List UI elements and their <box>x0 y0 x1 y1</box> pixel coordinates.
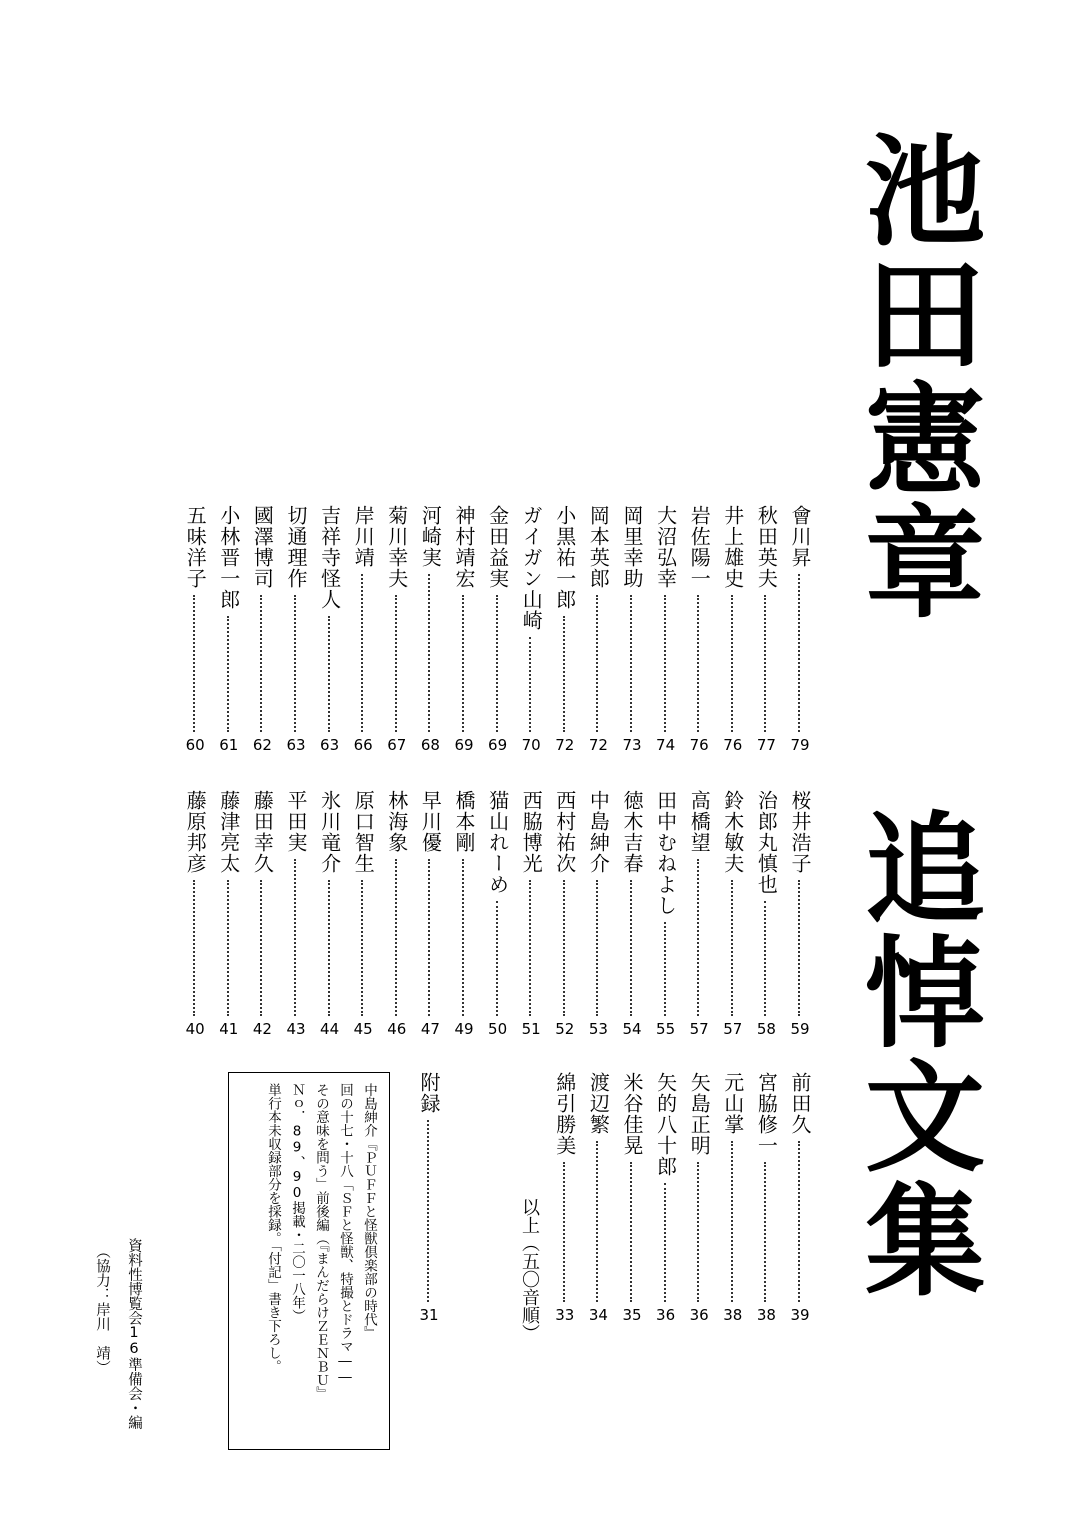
leader-dots <box>664 595 666 732</box>
toc-entry-name: 早川優 <box>418 790 443 853</box>
leader-dots <box>462 859 464 1016</box>
toc-entry <box>548 505 582 758</box>
editor-line: 資料性博覧会16準備会・編 <box>126 1238 142 1430</box>
toc-entry-page: 72 <box>588 736 608 754</box>
leader-dots <box>731 595 733 732</box>
leader-dots <box>328 880 330 1016</box>
toc-entry-page: 43 <box>286 1020 306 1038</box>
toc-entry-name: 切通理作 <box>284 505 308 589</box>
toc-entry-name: 岸川靖 <box>351 505 376 568</box>
toc-entry <box>212 790 246 1042</box>
leader-dots <box>496 595 498 732</box>
toc-entry-page: 46 <box>387 1020 407 1038</box>
leader-dots <box>563 1162 565 1302</box>
toc-entry-name: 大沼弘幸 <box>653 505 678 589</box>
toc-entry-page: 72 <box>555 736 575 754</box>
leader-dots <box>428 574 430 732</box>
title-line-1: 池田憲章 <box>845 128 986 624</box>
toc-entry <box>481 505 515 758</box>
toc-entry-page: 76 <box>689 736 709 754</box>
leader-dots <box>227 880 229 1016</box>
leader-dots <box>395 859 397 1016</box>
toc-entry-name: 中島紳介 <box>586 790 611 874</box>
toc-entry <box>245 790 279 1042</box>
toc-entry-name: 高橋望 <box>687 790 712 853</box>
toc-entry <box>514 505 548 758</box>
toc-entry <box>548 790 582 1042</box>
toc-entry-name: 神村靖宏 <box>452 505 476 589</box>
toc-entry-page: 73 <box>622 736 642 754</box>
source-note-line: 単行本未収録部分を採録。「付記」書き下ろし。 <box>265 1083 281 1374</box>
toc-entry-page: 69 <box>454 736 474 754</box>
toc-entry <box>581 1072 615 1328</box>
toc-entry-page: 47 <box>420 1020 440 1038</box>
toc-entry-page: 57 <box>689 1020 709 1038</box>
toc-entry-page: 69 <box>488 736 508 754</box>
toc-entry <box>178 505 212 758</box>
toc-entry-name: 平田実 <box>284 790 308 853</box>
title-line-2: 追悼文集 <box>845 806 986 1302</box>
toc-entry-name: 小黒祐一郎 <box>552 505 577 610</box>
toc-entry-page: 67 <box>387 736 407 754</box>
toc-entry-page: 40 <box>185 1020 205 1038</box>
leader-dots <box>294 859 296 1016</box>
editor-cooperation: （協力：岸川 靖） <box>94 1244 110 1375</box>
source-note-line: 中島紳介『ＰＵＦＦと怪獣倶楽部の時代』 <box>361 1083 377 1340</box>
leader-dots <box>462 595 464 732</box>
toc-entry-page: 53 <box>588 1020 608 1038</box>
toc-entry-page: 52 <box>555 1020 575 1038</box>
toc-entry-name: ガイガン山崎 <box>519 505 544 631</box>
toc-entry <box>245 505 279 758</box>
toc-entry <box>447 790 481 1042</box>
leader-dots <box>427 1120 429 1302</box>
editor-credit <box>86 1238 150 1430</box>
toc-entry-name: 吉祥寺怪人 <box>317 505 342 610</box>
toc-entry-page: 77 <box>756 736 776 754</box>
leader-dots <box>260 880 262 1016</box>
leader-dots <box>697 595 699 732</box>
toc-entry-page: 63 <box>320 736 340 754</box>
toc-entry-name: 田中むねよし <box>653 790 678 916</box>
source-note-line: その意味を問う」前後編（『まんだらけＺＥＮＢＵ』 <box>313 1083 329 1401</box>
leader-dots <box>361 574 363 732</box>
toc-entry <box>716 1072 750 1328</box>
toc-entry-name: 秋田英夫 <box>754 505 779 589</box>
toc-entry <box>783 505 817 758</box>
leader-dots <box>630 880 632 1016</box>
toc-entry-name: 岡本英郎 <box>586 505 611 589</box>
toc-entry-page: 74 <box>656 736 676 754</box>
leader-dots <box>630 595 632 732</box>
toc-entry-page: 36 <box>689 1306 709 1324</box>
source-note-text <box>261 1083 381 1400</box>
toc-entry-page: 36 <box>656 1306 676 1324</box>
toc-entry <box>313 790 347 1042</box>
leader-dots <box>227 616 229 732</box>
toc-entry-page: 54 <box>622 1020 642 1038</box>
toc-entry-page: 35 <box>622 1306 642 1324</box>
toc-entry-name: 氷川竜介 <box>317 790 342 874</box>
toc-entry <box>749 505 783 758</box>
toc-entry <box>783 790 817 1042</box>
toc-entry-name: 矢的八十郎 <box>653 1072 678 1177</box>
leader-dots <box>764 1162 766 1302</box>
toc-entry-name: 林海象 <box>384 790 409 853</box>
toc-entry <box>716 790 750 1042</box>
toc-entry <box>380 790 414 1042</box>
leader-dots <box>395 595 397 732</box>
toc-entry-name: 金田益実 <box>485 505 510 589</box>
toc-entry-name: 猫山れーめ <box>485 790 510 895</box>
leader-dots <box>596 1141 598 1302</box>
toc-entry <box>481 790 515 1042</box>
toc-entry-name: 前田久 <box>788 1072 812 1135</box>
leader-dots <box>563 616 565 732</box>
toc-entry-name: 治郎丸慎也 <box>754 790 779 895</box>
book-title <box>840 128 990 1302</box>
toc-entry-name: 西脇博光 <box>519 790 544 874</box>
toc-entry <box>581 505 615 758</box>
toc-entry-page: 31 <box>419 1306 439 1324</box>
toc-entry <box>279 505 313 758</box>
toc-entry-name: 矢島正明 <box>687 1072 712 1156</box>
toc-entry <box>716 505 750 758</box>
toc-entry-page: 79 <box>790 736 810 754</box>
toc-entry <box>279 790 313 1042</box>
leader-dots <box>496 901 498 1016</box>
leader-dots <box>697 859 699 1016</box>
toc-entry-name: 河崎実 <box>418 505 443 568</box>
order-note: 以上（五〇音順） <box>519 1198 540 1342</box>
toc-entry-page: 61 <box>219 736 239 754</box>
toc-entry-name: 鈴木敏夫 <box>720 790 745 874</box>
toc-entry <box>615 505 649 758</box>
toc-entry <box>212 505 246 758</box>
toc-entry-page: 44 <box>320 1020 340 1038</box>
leader-dots <box>193 595 195 732</box>
leader-dots <box>731 880 733 1016</box>
leader-dots <box>529 880 531 1016</box>
toc-entry <box>346 790 380 1042</box>
toc-entry-name: 藤原邦彦 <box>183 790 208 874</box>
toc-entry <box>649 1072 683 1328</box>
toc-entry-appendix <box>412 1072 446 1328</box>
leader-dots <box>294 595 296 732</box>
toc-entry <box>749 790 783 1042</box>
toc-entry <box>380 505 414 758</box>
toc-entry-page: 57 <box>723 1020 743 1038</box>
toc-entry <box>548 1072 582 1328</box>
toc-entry-page: 55 <box>656 1020 676 1038</box>
toc-entry-page: 33 <box>555 1306 575 1324</box>
toc-entry <box>447 505 481 758</box>
toc-entry-page: 41 <box>219 1020 239 1038</box>
toc-entry-page: 66 <box>353 736 373 754</box>
toc-entry-page: 63 <box>286 736 306 754</box>
toc-entry-page: 59 <box>790 1020 810 1038</box>
toc-entry-page: 45 <box>353 1020 373 1038</box>
toc-entry-name: 桜井浩子 <box>788 790 812 874</box>
toc-entry-name: 綿引勝美 <box>552 1072 577 1156</box>
toc-entry <box>783 1072 817 1328</box>
leader-dots <box>563 880 565 1016</box>
toc-entry-page: 42 <box>252 1020 272 1038</box>
toc-entry-page: 58 <box>756 1020 776 1038</box>
leader-dots <box>798 880 800 1016</box>
toc-entry <box>615 1072 649 1328</box>
leader-dots <box>664 922 666 1016</box>
toc-entry-name: 橋本剛 <box>452 790 476 853</box>
leader-dots <box>664 1183 666 1302</box>
leader-dots <box>361 880 363 1016</box>
toc-entry-name: 藤津亮太 <box>216 790 241 874</box>
toc-entry-name: 國澤博司 <box>250 505 275 589</box>
toc-entry-name: 藤田幸久 <box>250 790 275 874</box>
toc-entry <box>649 790 683 1042</box>
toc-entry-page: 51 <box>521 1020 541 1038</box>
toc-entry <box>682 790 716 1042</box>
toc-entry <box>178 790 212 1042</box>
toc-entry <box>313 505 347 758</box>
leader-dots <box>764 595 766 732</box>
toc-entry-name: 小林晋一郎 <box>216 505 241 610</box>
leader-dots <box>697 1162 699 1302</box>
toc-entry <box>649 505 683 758</box>
toc-entry <box>615 790 649 1042</box>
toc-entry <box>581 790 615 1042</box>
toc-entry-page: 62 <box>252 736 272 754</box>
toc-entry-name: 岡里幸助 <box>620 505 644 589</box>
toc-entry <box>413 790 447 1042</box>
toc-entry-page: 50 <box>488 1020 508 1038</box>
leader-dots <box>596 880 598 1016</box>
toc-entry-name: 渡辺繁 <box>586 1072 611 1135</box>
leader-dots <box>731 1141 733 1302</box>
source-note-line: 回の十七・十八「ＳＦと怪獣、特撮とドラマ―― <box>337 1083 353 1385</box>
toc-entry-page: 39 <box>790 1306 810 1324</box>
toc-entry-name: 西村祐次 <box>552 790 577 874</box>
toc-entry-page: 76 <box>723 736 743 754</box>
leader-dots <box>798 574 800 732</box>
toc-entry-name: 井上雄史 <box>720 505 745 589</box>
toc-entry <box>749 1072 783 1328</box>
toc-entry-name: 附録 <box>417 1072 441 1114</box>
leader-dots <box>328 616 330 732</box>
toc-entry-page: 38 <box>723 1306 743 1324</box>
leader-dots <box>260 595 262 732</box>
toc-entry-name: 徳木吉春 <box>620 790 644 874</box>
toc-entry-page: 49 <box>454 1020 474 1038</box>
toc-entry-page: 68 <box>420 736 440 754</box>
toc-entry-name: 元山掌 <box>720 1072 745 1135</box>
toc-entry-name: 會川昇 <box>788 505 812 568</box>
toc-entry-page: 38 <box>756 1306 776 1324</box>
toc-entry-name: 原口智生 <box>351 790 376 874</box>
toc-entry <box>682 1072 716 1328</box>
source-note-line: Ｎｏ．89、90掲載・二〇一八年） <box>289 1083 305 1323</box>
toc-entry-name: 米谷佳晃 <box>620 1072 644 1156</box>
toc-entry <box>413 505 447 758</box>
leader-dots <box>764 901 766 1016</box>
leader-dots <box>193 880 195 1016</box>
toc-entry-page: 34 <box>588 1306 608 1324</box>
toc-entry-name: 岩佐陽一 <box>687 505 712 589</box>
toc-entry <box>346 505 380 758</box>
leader-dots <box>596 595 598 732</box>
toc-entry <box>682 505 716 758</box>
toc-entry-page: 60 <box>185 736 205 754</box>
toc-entry-name: 宮脇修一 <box>754 1072 779 1156</box>
toc-entry-name: 菊川幸夫 <box>384 505 409 589</box>
leader-dots <box>428 859 430 1016</box>
leader-dots <box>630 1162 632 1302</box>
toc-entry-page: 70 <box>521 736 541 754</box>
leader-dots <box>798 1141 800 1302</box>
toc-entry-name: 五味洋子 <box>183 505 208 589</box>
source-note-box <box>228 1072 390 1450</box>
toc-entry <box>514 790 548 1042</box>
leader-dots <box>529 637 531 732</box>
